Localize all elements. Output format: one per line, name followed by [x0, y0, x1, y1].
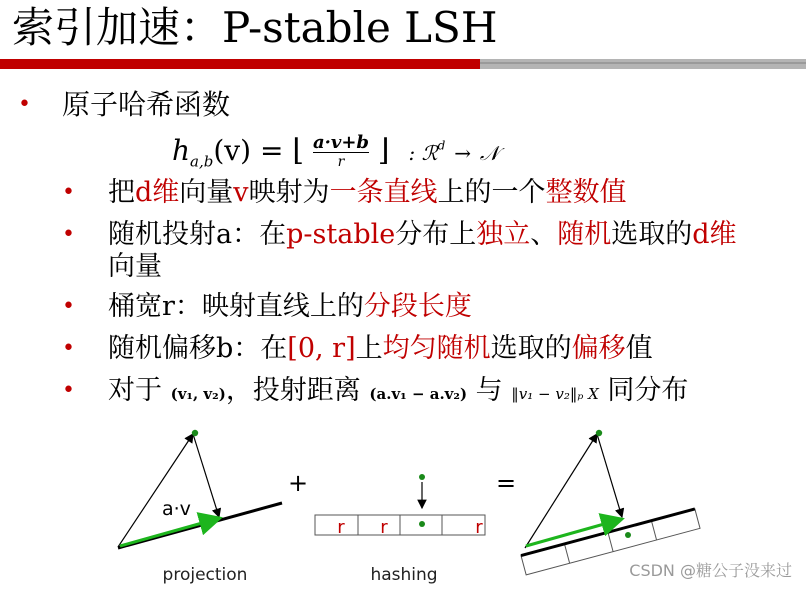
sub-bullet-marker: •: [62, 378, 75, 403]
projection-distance: (a.v₁ − a.v₂): [369, 385, 468, 403]
bucket-label: r: [337, 517, 345, 538]
result-vector-arrow: [525, 434, 597, 548]
formula-domain: : ℛ: [408, 141, 438, 165]
result-point-bucket: [625, 532, 631, 538]
sub-bullet-marker: •: [62, 336, 75, 361]
hashing-panel: [315, 474, 485, 585]
projection-caption: projection: [162, 565, 248, 585]
equals-sign: =: [495, 469, 517, 497]
csdn-watermark: CSDN @糖公子没来过: [629, 561, 792, 580]
formula-subscript: a,b: [190, 152, 214, 171]
formula-denominator: r: [337, 154, 345, 170]
result-drop-arrow: [597, 434, 622, 517]
bullet-4: 随机偏移b：在[0, r]上均匀随机选取的偏移值: [108, 333, 653, 364]
bullet-marker: •: [18, 92, 31, 117]
result-point-v: [596, 430, 602, 436]
hashing-caption: hashing: [370, 565, 438, 585]
sub-bullet-marker: •: [62, 294, 75, 319]
pair-v1-v2: (v₁, v₂): [170, 385, 226, 403]
floor-right: ⌋: [377, 133, 390, 168]
bullet-1: 把d维向量v映射为一条直线上的一个整数值: [108, 177, 627, 208]
formula-h: h: [172, 134, 191, 167]
formula-arrow: →: [454, 141, 471, 165]
formula-codomain: 𝒩: [479, 141, 500, 165]
formula-arg: (v): [213, 134, 252, 167]
bucket-label: r: [475, 517, 483, 538]
av-label: a·v: [162, 498, 191, 520]
formula-fraction: [313, 134, 369, 171]
bullet-2-continuation: 向量: [108, 251, 162, 282]
formula-sup: d: [437, 138, 446, 153]
bullet-5: 对于 (v₁, v₂)，投射距离 (a.v₁ − a.v₂) 与 ‖v₁ − v₂‖ₚ X 同分布: [108, 375, 689, 406]
bucket-label: r: [380, 517, 388, 538]
floor-left: ⌊: [292, 133, 305, 168]
sub-bullet-marker: •: [62, 222, 75, 247]
projection-drop-arrow: [193, 434, 219, 517]
bullet-2: 随机投射a：在p-stable分布上独立、随机选取的d维: [108, 219, 737, 250]
formula-eq: =: [259, 134, 284, 167]
result-panel: [521, 430, 700, 575]
plus-sign: +: [287, 469, 309, 497]
hash-point-top: [419, 474, 425, 480]
p-norm-expression: ‖v₁ − v₂‖ₚ X: [511, 385, 599, 403]
slide-title: 索引加速：P-stable LSH: [12, 3, 498, 52]
projection-panel: [118, 430, 282, 585]
level1-text: 原子哈希函数: [62, 88, 231, 121]
point-v: [192, 430, 198, 436]
bullet-3: 桶宽r：映射直线上的分段长度: [108, 291, 472, 322]
title-underline: [0, 57, 806, 69]
formula-numerator: a·v+b: [312, 132, 370, 153]
hash-point-bucket: [419, 521, 425, 527]
sub-bullet-marker: •: [62, 180, 75, 205]
hash-formula: [172, 133, 499, 171]
